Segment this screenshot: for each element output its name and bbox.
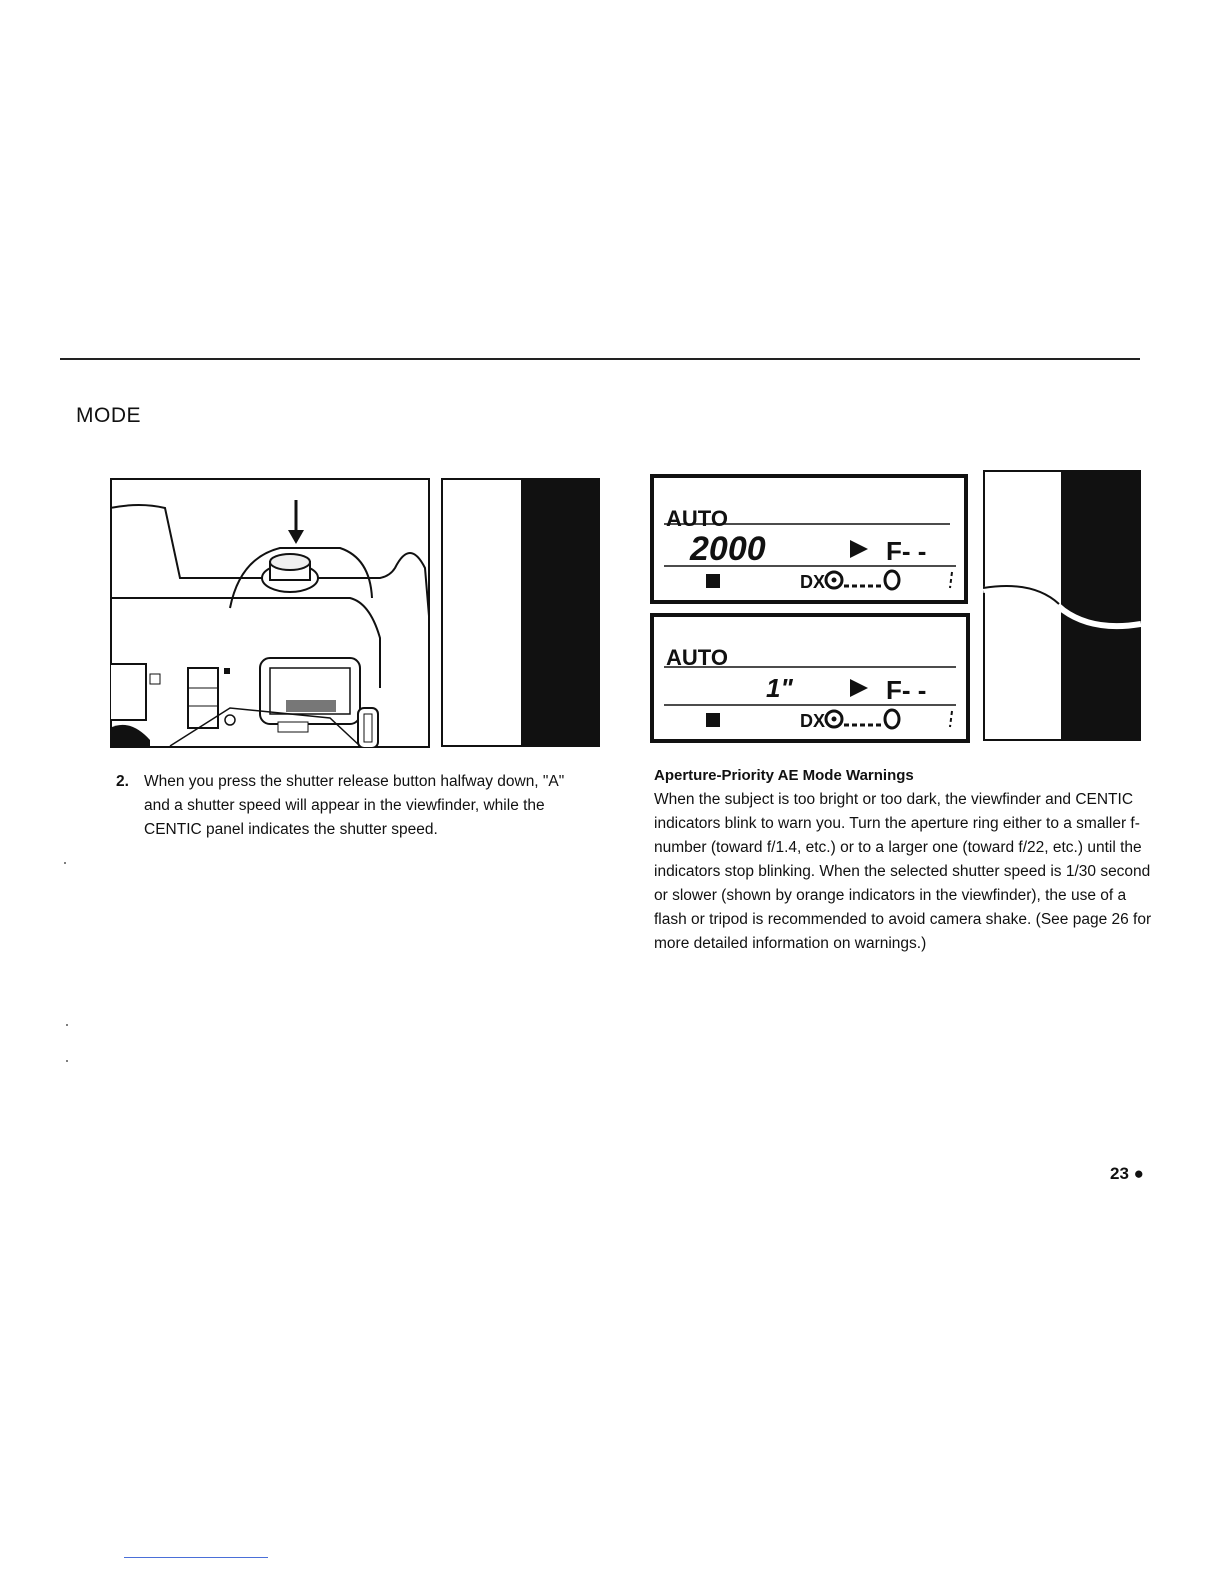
page-number-value: 23 <box>1110 1164 1129 1183</box>
lcd-top-shutter-value: 2000 <box>690 530 766 568</box>
scan-speck <box>66 1024 68 1026</box>
step-instruction <box>116 770 576 842</box>
lcd-bottom-shutter-value: 1" <box>766 673 793 703</box>
step-text: When you press the shutter release button halfway down, "A" and a shutter speed will appear in the viewfinder, while the CENTIC panel indicates the shutter speed. <box>144 773 565 838</box>
lcd-bottom-dx: DX <box>800 711 826 731</box>
lcd-panel-bottom <box>650 613 970 743</box>
frame-icon <box>706 713 720 727</box>
lcd-bottom-aperture: F- - <box>886 675 927 705</box>
viewfinder-strip-right <box>983 470 1141 741</box>
lcd-bottom-mode: AUTO <box>666 645 728 670</box>
lcd-panel-top <box>650 474 968 604</box>
section-title: MODE <box>76 404 141 427</box>
viewfinder-strip-left <box>441 478 600 747</box>
warnings-title: Aperture-Priority AE Mode Warnings <box>654 767 914 784</box>
camera-top-illustration <box>110 478 430 748</box>
footer-rule <box>124 1557 268 1558</box>
scan-speck <box>64 862 66 864</box>
frame-icon <box>706 574 720 588</box>
header-rule <box>60 358 1140 360</box>
warnings-body: When the subject is too bright or too dark, the viewfinder and CENTIC indicators blink to warn you. Turn the aperture ring either to a smaller f-number (toward f/1.4, etc.) or to a larger one (toward f/22, etc.) until the indicators stop blinking. When the selected shutter speed is 1/30 second or slower (shown by orange indicators in the viewfinder), the use of a flash or tripod is recommended to avoid camera shake. (See page 26 for more detailed information on warnings.) <box>654 791 1152 952</box>
lcd-top-dx: DX <box>800 572 826 592</box>
lcd-top-mode: AUTO <box>666 506 728 531</box>
page-number: 23 ● <box>1110 1164 1144 1183</box>
lcd-top-aperture: F- - <box>886 536 927 566</box>
warnings-section <box>654 764 1154 956</box>
step-number: 2. <box>116 773 129 790</box>
scan-speck <box>66 1060 68 1062</box>
